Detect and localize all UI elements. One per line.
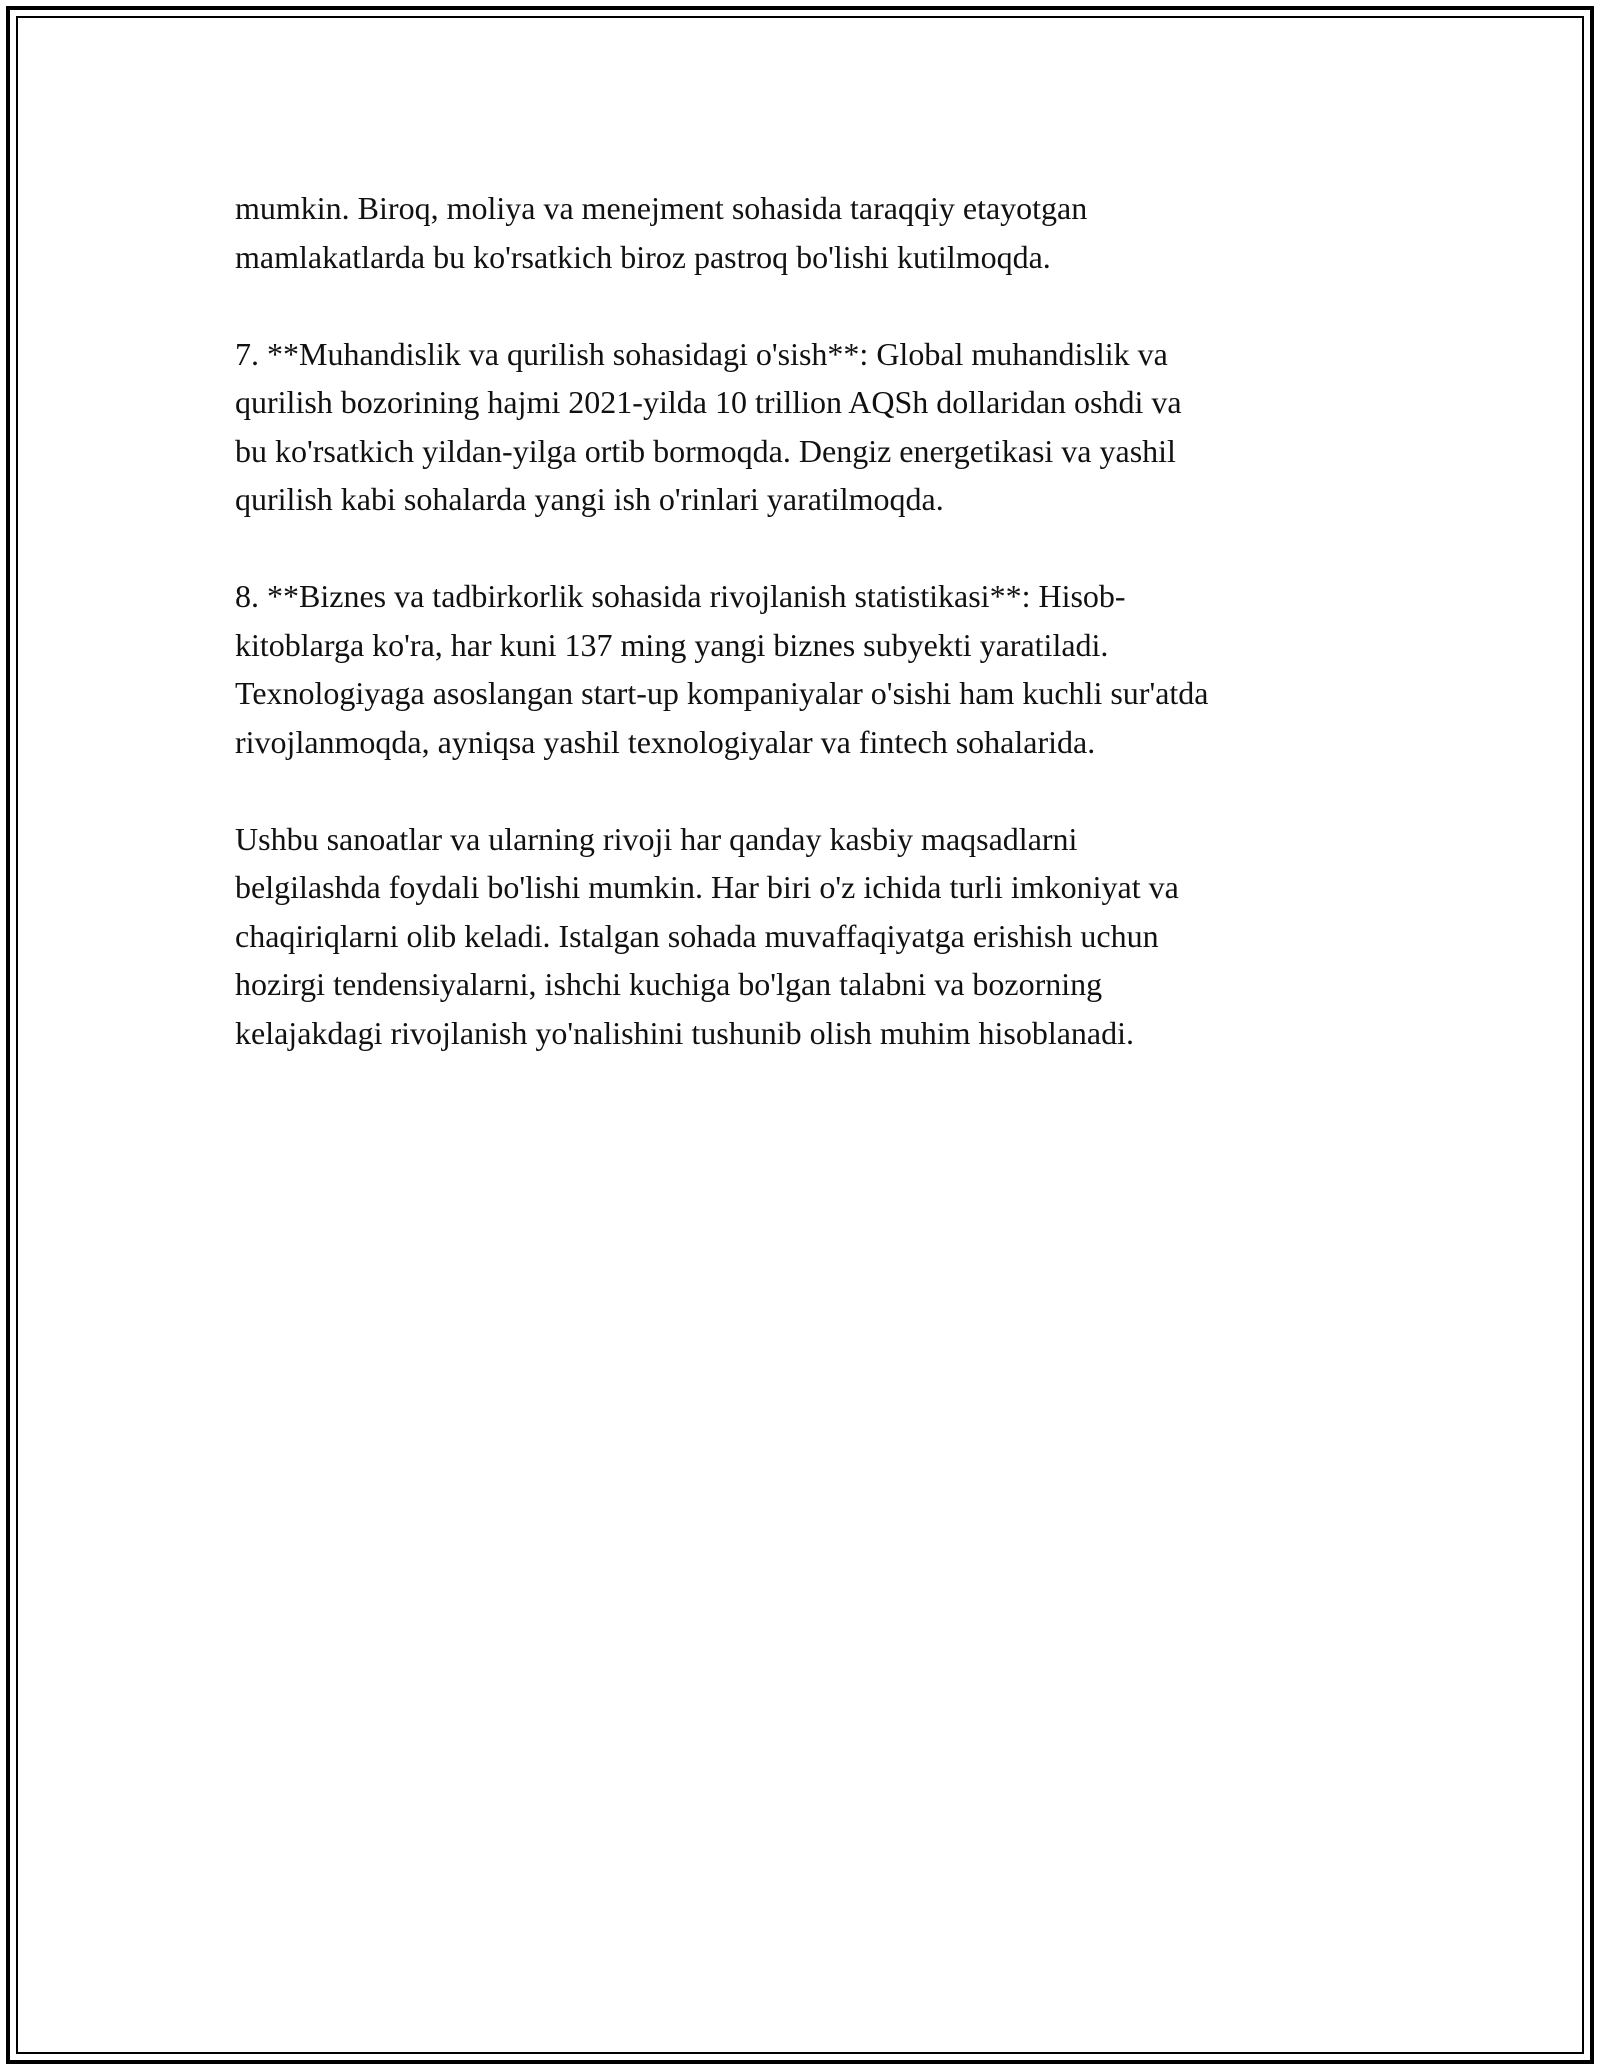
paragraph-continuation: mumkin. Biroq, moliya va menejment sohasida taraqqiy etayotgan mamlakatlarda bu ko'rsatkich biroz pastroq bo'lishi kutilmoqda.	[235, 190, 1088, 275]
paragraph-item-8: 8. **Biznes va tadbirkorlik sohasida rivojlanish statistikasi**: Hisob- kitoblarga ko'ra, har kuni 137 ming yangi biznes subyekti yaratiladi. Texnologiyaga asoslangan start-up kompaniyalar o'sishi ham kuchli sur'atda rivojlanmoqda, ayniqsa yashil texnologiyalar va fintech sohalarida.	[235, 578, 1209, 760]
paragraph-conclusion: Ushbu sanoatlar va ularning rivoji har qanday kasbiy maqsadlarni belgilashda foydali bo'lishi mumkin. Har biri o'z ichida turli imkoniyat va chaqiriqlarni olib keladi. Istalgan sohada muvaffaqiyatga erishish uchun hozirgi tendensiyalarni, ishchi kuchiga bo'lgan talabni va bozorning kelajakdagi rivojlanish yo'nalishini tushunib olish muhim hisoblanadi.	[235, 820, 1179, 1051]
document-body	[235, 184, 1375, 1106]
paragraph-item-7: 7. **Muhandislik va qurilish sohasidagi o'sish**: Global muhandislik va qurilish bozorining hajmi 2021-yilda 10 trillion AQSh dollaridan oshdi va bu ko'rsatkich yildan-yilga ortib bormoqda. Dengiz energetikasi va yashil qurilish kabi sohalarda yangi ish o'rinlari yaratilmoqda.	[235, 335, 1182, 517]
